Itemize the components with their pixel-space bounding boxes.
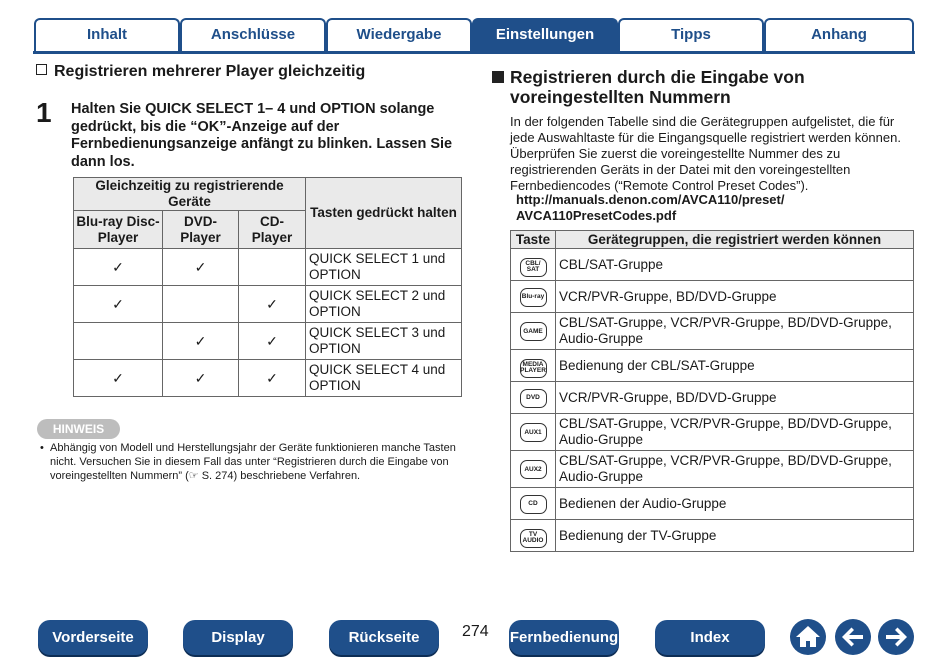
multi-player-table-body: [74, 249, 462, 397]
groups-cell: CBL/SAT-Gruppe, VCR/PVR-Gruppe, BD/DVD-Gruppe, Audio-Gruppe: [556, 313, 914, 350]
check-cell-bluray: [74, 323, 163, 360]
groups-cell: CBL/SAT-Gruppe, VCR/PVR-Gruppe, BD/DVD-Gruppe, Audio-Gruppe: [556, 414, 914, 451]
preset-row: [511, 382, 914, 414]
remote-key-icon: CBL/ SAT: [520, 258, 547, 277]
remote-key-icon: TV AUDIO: [520, 529, 547, 548]
key-cell: [511, 488, 556, 520]
tab-inhalt[interactable]: Inhalt: [34, 18, 180, 53]
nav-rueckseite-button[interactable]: Rückseite: [329, 620, 439, 655]
arrow-right-icon: [878, 619, 914, 655]
keys-cell: QUICK SELECT 2 und OPTION: [306, 286, 462, 323]
header-taste: Taste: [511, 231, 556, 249]
preset-row: [511, 451, 914, 488]
groups-cell: Bedienen der Audio-Gruppe: [556, 488, 914, 520]
remote-key-icon: MEDIA PLAYER: [520, 359, 547, 378]
check-cell-bluray: ✓: [74, 360, 163, 397]
nav-vorderseite-button[interactable]: Vorderseite: [38, 620, 148, 655]
groups-cell: VCR/PVR-Gruppe, BD/DVD-Gruppe: [556, 382, 914, 414]
key-cell: [511, 414, 556, 451]
back-button[interactable]: [835, 619, 871, 655]
preset-row: [511, 488, 914, 520]
groups-cell: CBL/SAT-Gruppe: [556, 249, 914, 281]
hinweis-note: [40, 441, 460, 483]
preset-row: [511, 520, 914, 552]
remote-key-icon: Blu-ray: [520, 288, 547, 307]
preset-groups-table-body: [511, 249, 914, 552]
hinweis-text-part2: ) beschriebene Verfahren.: [233, 470, 361, 482]
groups-cell: CBL/SAT-Gruppe, VCR/PVR-Gruppe, BD/DVD-Gruppe, Audio-Gruppe: [556, 451, 914, 488]
remote-key-icon: AUX2: [520, 460, 547, 479]
preset-row: [511, 313, 914, 350]
groups-cell: Bedienung der TV-Gruppe: [556, 520, 914, 552]
multi-player-row: [74, 360, 462, 397]
header-bluray: Blu-ray Disc-Player: [74, 211, 163, 249]
key-cell: [511, 382, 556, 414]
key-cell: [511, 313, 556, 350]
header-dvd: DVD-Player: [163, 211, 239, 249]
tab-underline: [33, 51, 915, 54]
preset-codes-url[interactable]: http://manuals.denon.com/AVCA110/preset/ AVCA110PresetCodes.pdf: [516, 192, 785, 223]
section-heading-preset-text: Registrieren durch die Eingabe von voreingestellten Nummern: [510, 67, 805, 107]
check-cell-cd: [239, 249, 306, 286]
header-keys: Tasten gedrückt halten: [306, 178, 462, 249]
intro-paragraph: In der folgenden Tabelle sind die Gerätegruppen aufgelistet, die für jede Auswahltaste für die Eingangsquelle registriert werden können. Überprüfen Sie zuerst die voreingestellte Nummer des zu registrierenden Geräts in der Datei mit den voreingestellten Fernbediencodes (“Remote Control Preset Codes”).: [510, 114, 901, 193]
top-tab-bar: [0, 0, 950, 56]
tab-tipps[interactable]: Tipps: [618, 18, 764, 53]
step-instruction: Halten Sie QUICK SELECT 1– 4 und OPTION solange gedrückt, bis die “OK”-Anzeige auf der Fernbedienungsanzeige anfängt zu blinken. Lassen Sie dann los.: [71, 101, 453, 170]
keys-cell: QUICK SELECT 1 und OPTION: [306, 249, 462, 286]
header-cd: CD-Player: [239, 211, 306, 249]
remote-key-icon: GAME: [520, 322, 547, 341]
forward-button[interactable]: [878, 619, 914, 655]
keys-cell: QUICK SELECT 4 und OPTION: [306, 360, 462, 397]
check-cell-dvd: ✓: [163, 360, 239, 397]
check-cell-cd: ✓: [239, 360, 306, 397]
remote-key-icon: AUX1: [520, 423, 547, 442]
bullet-icon: •: [40, 442, 44, 454]
key-cell: [511, 249, 556, 281]
multi-player-row: [74, 249, 462, 286]
section-heading-multi-register: [36, 63, 365, 81]
tab-einstellungen[interactable]: Einstellungen: [472, 18, 618, 53]
preset-row: [511, 350, 914, 382]
check-cell-dvd: ✓: [163, 249, 239, 286]
nav-fernbedienung-button[interactable]: Fernbedienung: [509, 620, 619, 655]
home-icon: [790, 619, 826, 655]
page-reference-link[interactable]: S. 274: [201, 470, 234, 482]
key-cell: [511, 350, 556, 382]
nav-index-button[interactable]: Index: [655, 620, 765, 655]
check-cell-dvd: [163, 286, 239, 323]
groups-cell: Bedienung der CBL/SAT-Gruppe: [556, 350, 914, 382]
remote-key-icon: DVD: [520, 389, 547, 408]
groups-cell: VCR/PVR-Gruppe, BD/DVD-Gruppe: [556, 281, 914, 313]
key-cell: [511, 451, 556, 488]
page-number: 274: [462, 623, 489, 640]
preset-row: [511, 281, 914, 313]
section-heading-preset: [492, 67, 912, 107]
multi-player-row: [74, 323, 462, 360]
check-cell-bluray: ✓: [74, 249, 163, 286]
check-cell-dvd: ✓: [163, 323, 239, 360]
tab-wiedergabe[interactable]: Wiedergabe: [326, 18, 472, 53]
multi-player-table: [73, 177, 462, 397]
hinweis-badge: HINWEIS: [37, 419, 120, 439]
check-cell-cd: ✓: [239, 286, 306, 323]
hinweis-text-part1: Abhängig von Modell und Herstellungsjahr der Geräte funktionieren manche Tasten nicht. Versuchen Sie in diesem Fall das unter “Registrieren durch die Eingabe von voreingestellten Nummern” (: [50, 442, 456, 482]
checkbox-bullet-icon: [36, 64, 47, 75]
header-group-devices: Gleichzeitig zu registrierende Geräte: [74, 178, 306, 211]
preset-groups-table: [510, 230, 914, 552]
remote-key-icon: CD: [520, 495, 547, 514]
keys-cell: QUICK SELECT 3 und OPTION: [306, 323, 462, 360]
preset-row: [511, 249, 914, 281]
check-cell-cd: ✓: [239, 323, 306, 360]
header-groups: Gerätegruppen, die registriert werden können: [556, 231, 914, 249]
step-number: 1: [36, 97, 52, 128]
check-cell-bluray: ✓: [74, 286, 163, 323]
preset-row: [511, 414, 914, 451]
arrow-left-icon: [835, 619, 871, 655]
section-heading-text: Registrieren mehrerer Player gleichzeitig: [54, 63, 366, 80]
tab-anschluesse[interactable]: Anschlüsse: [180, 18, 326, 53]
tab-anhang[interactable]: Anhang: [764, 18, 914, 53]
nav-display-button[interactable]: Display: [183, 620, 293, 655]
multi-player-row: [74, 286, 462, 323]
square-bullet-icon: [492, 71, 504, 83]
pointing-hand-icon: ☞: [188, 470, 199, 482]
key-cell: [511, 520, 556, 552]
key-cell: [511, 281, 556, 313]
home-button[interactable]: [790, 619, 826, 655]
